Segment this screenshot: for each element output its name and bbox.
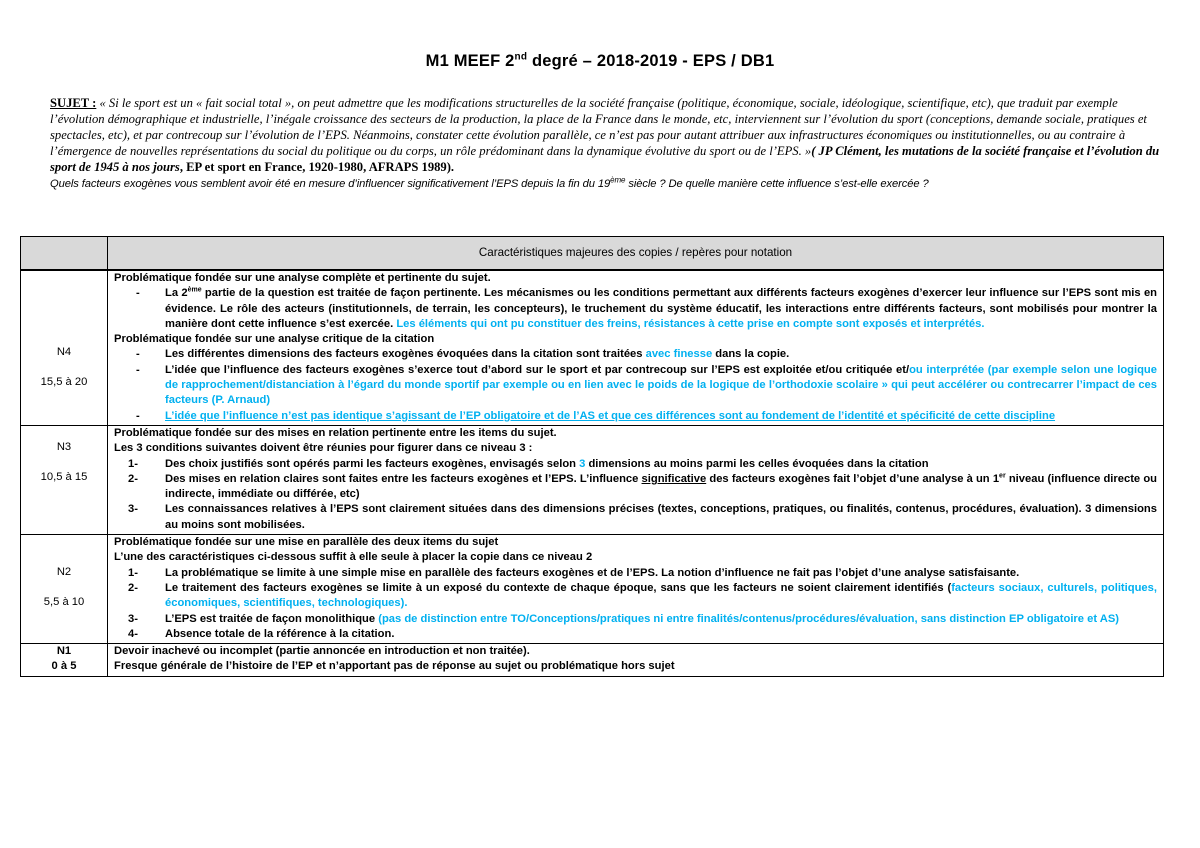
header-empty-cell <box>21 237 108 271</box>
level-label: N3 <box>56 440 72 453</box>
grading-table <box>20 236 1164 677</box>
subject-question: Quels facteurs exogènes vous semblent avoir été en mesure d’influencer significativement l’EPS depuis la fin du 19ème siècle ? De quelle manière cette influence s’est-elle exercée ? <box>50 175 929 190</box>
list-item: - Les différentes dimensions des facteurs exogènes évoquées dans la citation sont traitées avec finesse dans la copie. <box>136 348 790 361</box>
criteria-heading: Problématique fondée sur des mises en relation pertinente entre les items du sujet. <box>114 426 557 439</box>
level-score: 10,5 à 15 <box>40 471 88 484</box>
criteria-list <box>114 347 1157 423</box>
criteria-line: Devoir inachevé ou incomplet (partie annoncée en introduction et non traitée). <box>114 645 530 658</box>
level-score: 5,5 à 10 <box>43 596 85 609</box>
level-cell-n3 <box>21 425 108 534</box>
title-superscript: nd <box>514 51 528 63</box>
level-row-n3 <box>21 425 1164 534</box>
level-row-n1 <box>21 644 1164 677</box>
level-label: N2 <box>56 566 72 579</box>
subject-quote: « Si le sport est un « fait social total », on peut admettre que les modifications structurelles de la société française (politique, économique, sociale, idéologique, scientifique, etc), que traduit par exemple l’évolution démographique et industrielle, l’inégale croissance des secteurs de la production, la place de la France dans le monde, etc, interviennent sur l’évolution du sport (conceptions, demande sociale, pratiques et spectacles, etc), et par contrecoup sur l’évolution de l’EPS. Néanmoins, constater cette évolution parallèle, ce n’est pas pour autant attribuer aux infrastructures économiques ou institutionnelles, ou au contraire à l’émergence de nouvelles représentations du social du politique ou du corps, un rôle prédominant dans la dynamique évolutive du sport ou de l’EPS. » <box>50 96 1147 158</box>
criteria-line: Fresque générale de l’histoire de l’EP et n’apportant pas de réponse au sujet ou problématique hors sujet <box>114 660 675 673</box>
list-item: - La 2ème partie de la question est traitée de façon pertinente. Les mécanismes ou les conditions permettant aux différents facteurs exogènes d’exercer leur influence sur l’EPS sont mis en évidence. Le rôle des acteurs (institutionnels, de terrain, les concepteurs), le truchement du système éducatif, les interactions entre différents facteurs, sont mobilisés pour montrer la manière dont cette influence s’est exercée. Les éléments qui ont pu constituer des freins, résistances à cette prise en compte sont exposés et interprétés. <box>136 286 1157 330</box>
subject-paragraph <box>50 95 1165 192</box>
reference-title: les mutations de la société française et l’évolution du sport de 1945 à nos jours <box>50 144 1160 174</box>
level-cell-n2 <box>21 535 108 644</box>
criteria-cell-n3 <box>108 425 1164 534</box>
title-main: M1 MEEF 2 <box>425 52 515 70</box>
criteria-list <box>114 457 1157 533</box>
reference-source: , EP et sport en France, 1920-1980, AFRAPS 1989). <box>179 160 455 174</box>
header-cell: Caractéristiques majeures des copies / repères pour notation <box>108 237 1164 271</box>
list-item: - L’idée que l’influence n’est pas identique s’agissant de l’EP obligatoire et de l’AS et que ces différences sont au fondement de l’identité et spécificité de cette discipline <box>136 409 1056 422</box>
criteria-heading: Problématique fondée sur une mise en parallèle des deux items du sujet <box>114 536 499 549</box>
subject-label: SUJET : <box>50 96 97 110</box>
list-item: 4- Absence totale de la référence à la citation. <box>128 627 395 640</box>
level-cell-n4 <box>21 270 108 425</box>
criteria-cell-n4 <box>108 270 1164 425</box>
criteria-cell-n2 <box>108 535 1164 644</box>
list-item: - L’idée que l’influence des facteurs exogènes s’exerce tout d’abord sur le sport et par contrecoup sur l’EPS est exploitée et/ou critiquée et/ou interprétée (par exemple selon une logique de rapprochement/distanciation à l’égard du monde sportif par exemple ou en lien avec le poids de la logique de l’orthodoxie scolaire » qui peut accélérer ou contrecarrer l’impact de ces facteurs (P. Arnaud) <box>136 363 1157 407</box>
level-score: 15,5 à 20 <box>40 376 88 389</box>
criteria-heading: Les 3 conditions suivantes doivent être réunies pour figurer dans ce niveau 3 : <box>114 442 533 455</box>
level-row-n4 <box>21 270 1164 425</box>
criteria-heading: Problématique fondée sur une analyse critique de la citation <box>114 333 435 346</box>
criteria-list <box>114 566 1157 642</box>
reference-author: ( JP Clément, <box>811 144 885 158</box>
table-header-row <box>21 237 1164 271</box>
criteria-heading: L’une des caractéristiques ci-dessous suffit à elle seule à placer la copie dans ce niveau 2 <box>114 551 593 564</box>
page-title <box>0 52 1200 71</box>
criteria-heading: Problématique fondée sur une analyse complète et pertinente du sujet. <box>114 272 491 284</box>
level-label: N4 <box>56 346 72 358</box>
level-row-n2 <box>21 535 1164 644</box>
list-item: 1- Des choix justifiés sont opérés parmi les facteurs exogènes, envisagés selon 3 dimensions au moins parmi les celles évoquées dans la citation <box>128 457 929 470</box>
list-item: 2- Des mises en relation claires sont faites entre les facteurs exogènes et l’EPS. L’influence significative des facteurs exogènes fait l’objet d’une analyse à un 1er niveau (influence directe ou indirecte, immédiate ou différée, etc) <box>128 472 1157 501</box>
level-score: 0 à 5 <box>51 660 77 673</box>
list-item: 1- La problématique se limite à une simple mise en parallèle des facteurs exogènes et de l’EPS. La notion d’influence ne fait pas l’objet d’une analyse satisfaisante. <box>128 566 1020 579</box>
level-label: N1 <box>56 645 72 658</box>
list-item: 3- L’EPS est traitée de façon monolithique (pas de distinction entre TO/Conceptions/pratiques ni entre finalités/contenus/procédures/évaluation, sans distinction EP obligatoire et AS) <box>128 612 1120 625</box>
list-item: 3- Les connaissances relatives à l’EPS sont clairement situées dans des dimensions précises (textes, conceptions, pratiques, ou finalités, contenus, procédures, évaluation). 3 dimensions au moins sont mobilisées. <box>128 503 1157 531</box>
list-item: 2- Le traitement des facteurs exogènes se limite à un exposé du contexte de chaque époque, sans que les facteurs ne soient clairement identifiés (facteurs sociaux, culturels, politiques, économiques, scientifiques, technologiques). <box>128 581 1157 610</box>
title-rest: degré – 2018-2019 - EPS / DB1 <box>527 52 775 70</box>
criteria-list <box>114 286 1157 332</box>
criteria-cell-n1 <box>108 644 1164 677</box>
level-cell-n1 <box>21 644 108 677</box>
